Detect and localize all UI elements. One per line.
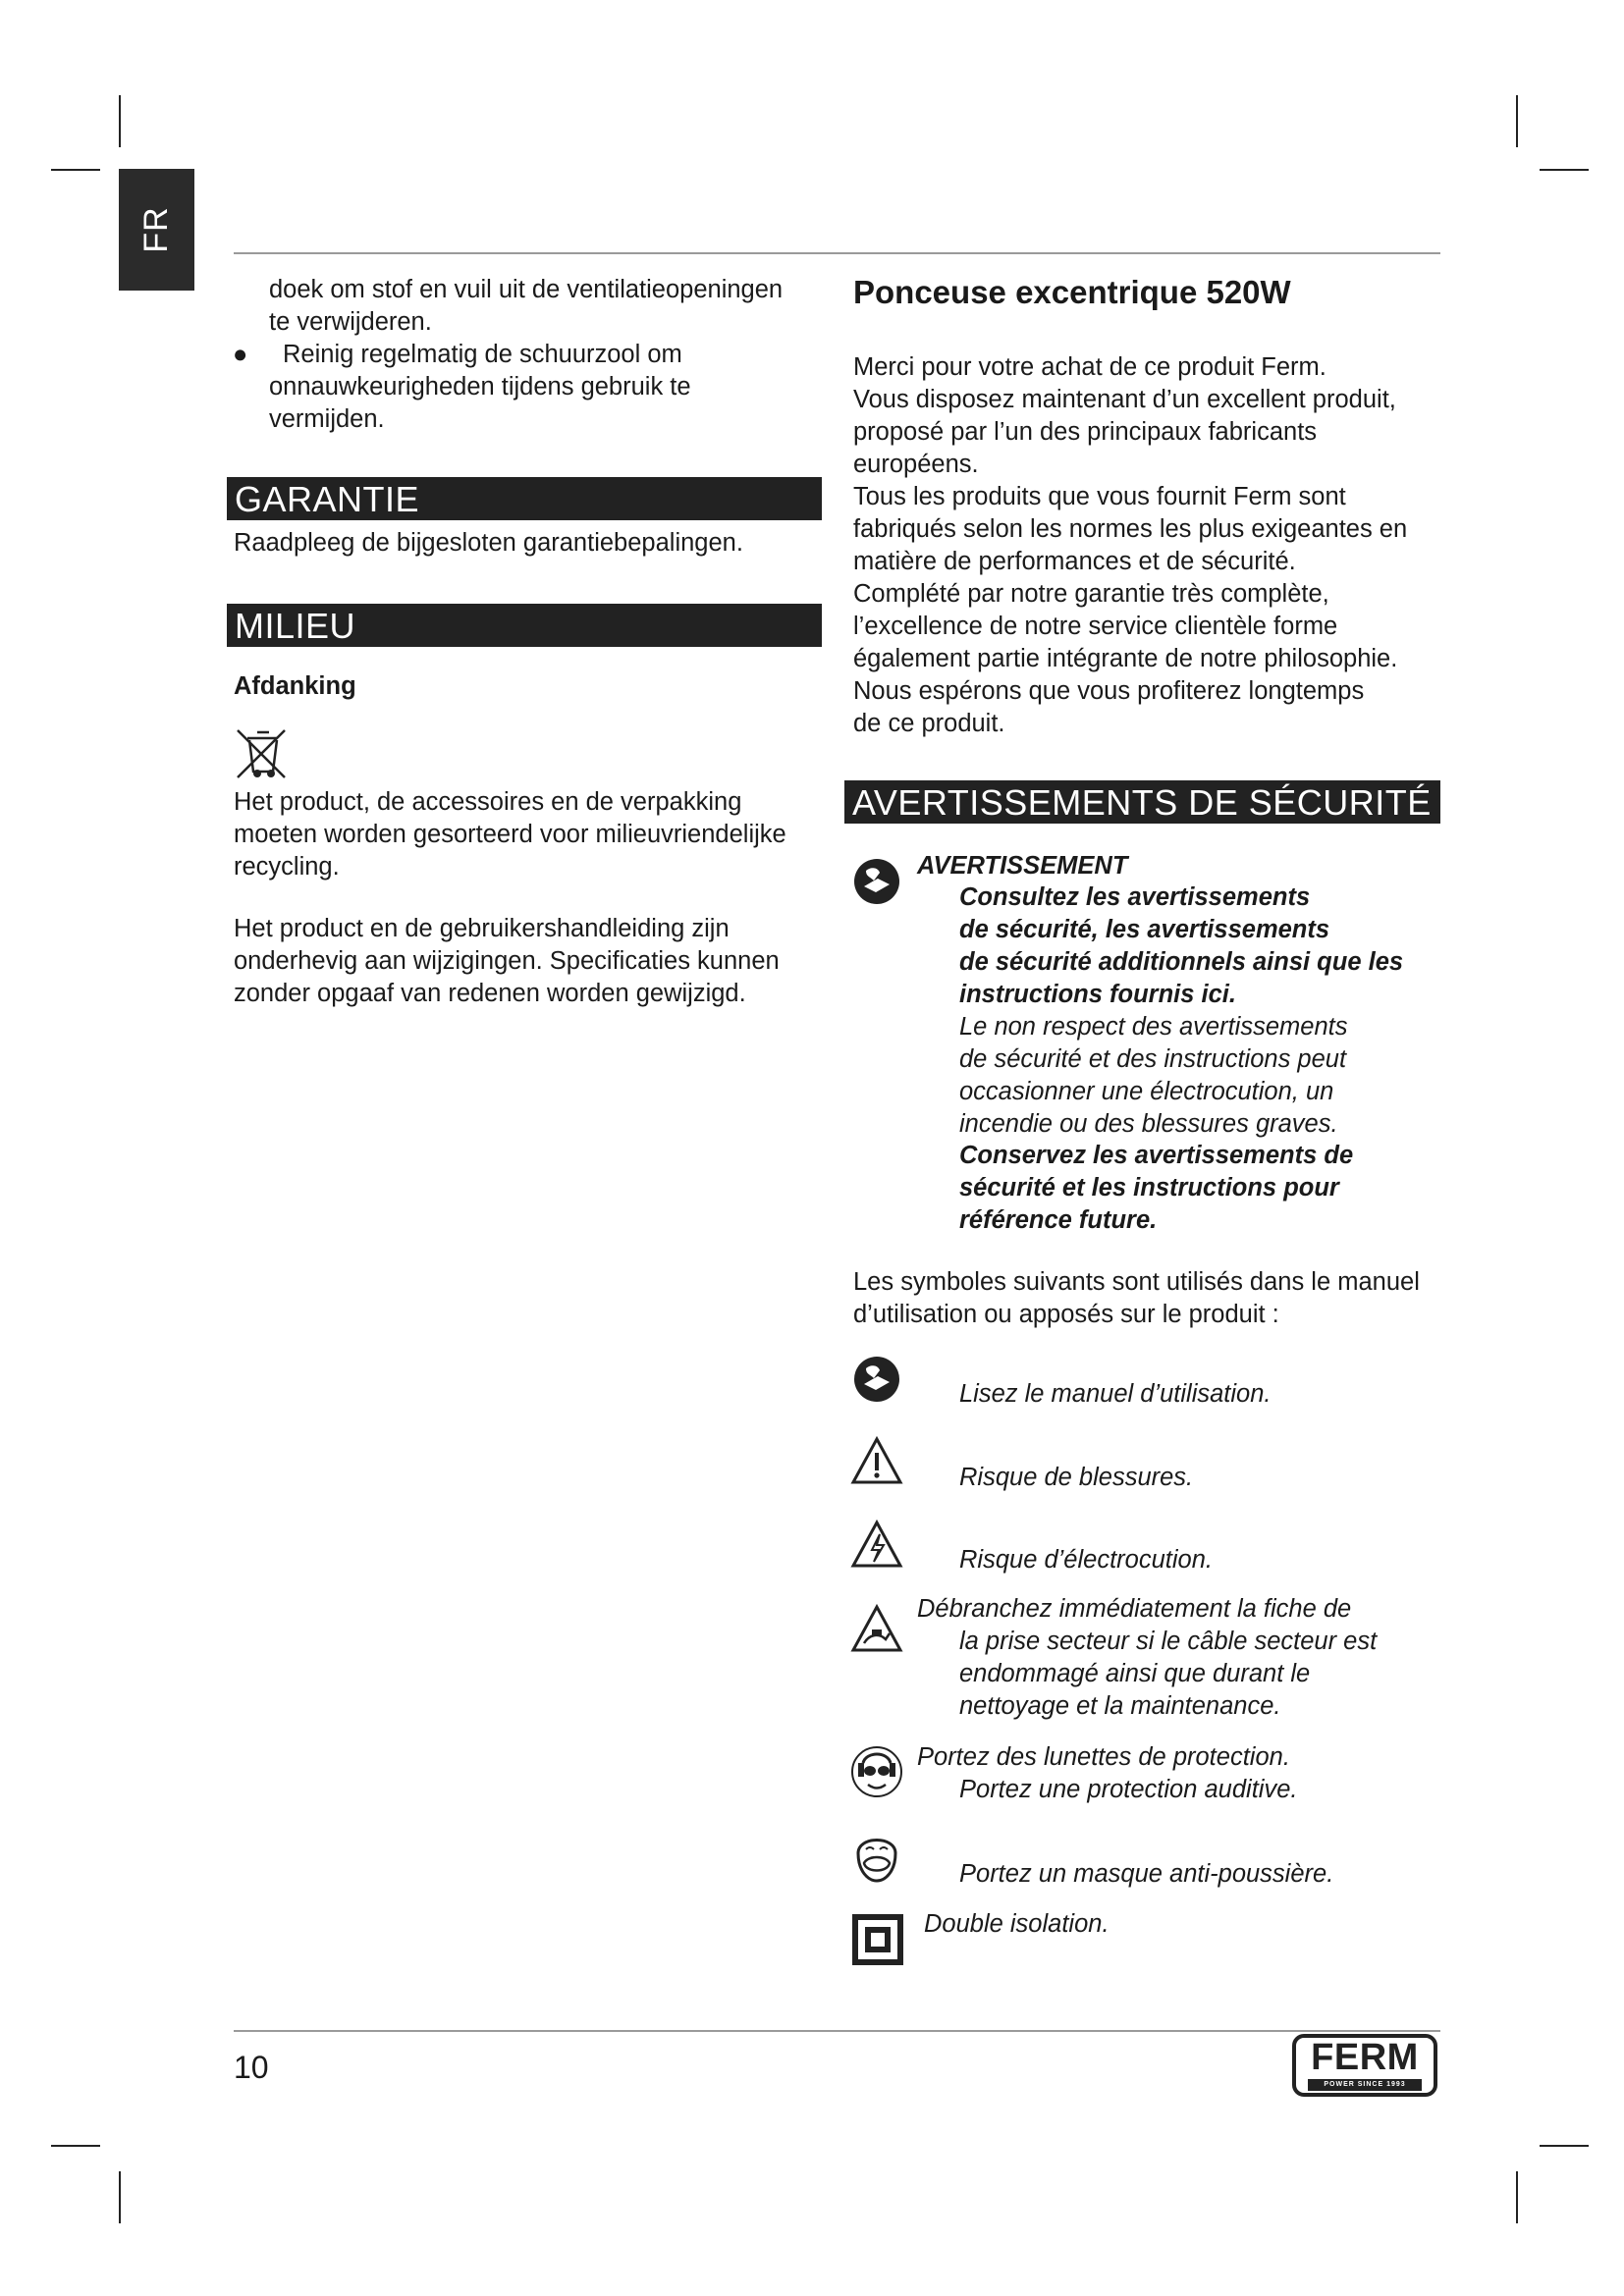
text-line: sécurité et les instructions pour: [959, 1174, 1339, 1201]
symbols-intro: [853, 1266, 1420, 1331]
text-line: occasionner une électrocution, un: [959, 1078, 1334, 1105]
afdanking-heading: Afdanking: [234, 672, 356, 700]
crop-mark: [51, 169, 100, 171]
text-line: Portez une protection auditive.: [959, 1776, 1298, 1803]
left-intro: [269, 274, 783, 339]
text-line: l’excellence de notre service clientèle forme: [853, 613, 1338, 640]
crop-mark: [119, 95, 121, 147]
text-line: doek om stof en vuil uit de ventilatieopeningen: [269, 276, 784, 303]
read-manual-icon: [852, 857, 901, 906]
text-line: Het product en de gebruikershandleiding zijn: [234, 915, 730, 942]
read-manual-icon: [852, 1355, 901, 1404]
language-tab: [119, 169, 194, 291]
text-line: onnauwkeurigheden tijdens gebruik te: [269, 373, 691, 400]
text-line: nettoyage et la maintenance.: [959, 1692, 1281, 1720]
text-line: proposé par l’un des principaux fabricants: [853, 418, 1318, 446]
crop-mark: [1516, 95, 1518, 147]
text-line: Tous les produits que vous fournit Ferm sont: [853, 483, 1346, 510]
text-line: européens.: [853, 451, 979, 478]
text-line: te verwijderen.: [269, 308, 432, 336]
text-line: Nous espérons que vous profiterez longtemps: [853, 677, 1365, 705]
right-intro: [853, 351, 1407, 740]
electric-shock-icon: [850, 1520, 903, 1569]
symbol-shock-text: Risque d’électrocution.: [959, 1546, 1213, 1574]
text-line: Portez des lunettes de protection.: [917, 1743, 1290, 1771]
ferm-logo-text: FERM: [1311, 2037, 1419, 2078]
symbol-manual-text: Lisez le manuel d’utilisation.: [959, 1380, 1272, 1408]
text-line: de sécurité et des instructions peut: [959, 1045, 1347, 1073]
garantie-text: Raadpleeg de bijgesloten garantiebepalingen.: [234, 529, 743, 557]
safety-glasses-icon: [850, 1745, 903, 1798]
text-line: endommagé ainsi que durant le: [959, 1660, 1311, 1687]
symbol-unplug-text: [917, 1593, 1377, 1723]
text-line: Het product, de accessoires en de verpakking: [234, 788, 742, 816]
text-line: référence future.: [959, 1206, 1158, 1234]
text-line: matière de performances et de sécurité.: [853, 548, 1296, 575]
text-line: fabriqués selon les normes les plus exigeantes en: [853, 515, 1408, 543]
bullet-item: [269, 339, 691, 436]
text-line: Vous disposez maintenant d’un excellent produit,: [853, 386, 1396, 413]
ferm-logo-tagline: POWER SINCE 1993: [1308, 2079, 1422, 2091]
milieu-paragraph-2: [234, 913, 780, 1010]
crop-mark: [1540, 169, 1589, 171]
text-line: Les symboles suivants sont utilisés dans le manuel: [853, 1268, 1420, 1296]
footer-rule: [234, 2030, 1440, 2032]
unplug-warning-icon: [850, 1604, 903, 1653]
text-line: de sécurité, les avertissements: [959, 916, 1330, 943]
text-line: zonder opgaaf van redenen worden gewijzigd.: [234, 980, 746, 1007]
text-line: Conservez les avertissements de: [959, 1142, 1354, 1169]
crop-mark: [51, 2145, 100, 2147]
warning-heading: AVERTISSEMENT: [917, 852, 1128, 880]
warning-italic: [959, 1011, 1347, 1141]
ferm-logo: [1292, 2034, 1437, 2097]
crop-mark: [119, 2171, 121, 2223]
text-line: vermijden.: [269, 405, 385, 433]
text-line: Reinig regelmatig de schuurzool om: [283, 341, 682, 368]
section-safety-title: AVERTISSEMENTS DE SÉCURITÉ: [844, 780, 1440, 824]
symbol-double-text: Double isolation.: [924, 1910, 1110, 1938]
dust-mask-icon: [850, 1830, 903, 1885]
product-title: Ponceuse excentrique 520W: [853, 274, 1291, 310]
warning-bold-2: [959, 1140, 1353, 1237]
text-line: instructions fournis ici.: [959, 981, 1236, 1008]
warning-triangle-icon: [850, 1436, 903, 1485]
section-garantie-title: GARANTIE: [227, 477, 822, 520]
symbol-injury-text: Risque de blessures.: [959, 1464, 1194, 1491]
text-line: Consultez les avertissements: [959, 883, 1311, 911]
text-line: de sécurité additionnels ainsi que les: [959, 948, 1404, 976]
text-line: Le non respect des avertissements: [959, 1013, 1348, 1041]
milieu-paragraph-1: [234, 786, 786, 883]
crop-mark: [1540, 2145, 1589, 2147]
header-rule: [234, 252, 1440, 254]
text-line: moeten worden gesorteerd voor milieuvriendelijke: [234, 821, 786, 848]
page-number: 10: [234, 2050, 269, 2085]
language-tab-label: FR: [137, 206, 175, 253]
warning-bold-1: [959, 881, 1403, 1011]
symbol-mask-text: Portez un masque anti-poussière.: [959, 1860, 1334, 1888]
text-line: onderhevig aan wijzigingen. Specificaties kunnen: [234, 947, 780, 975]
crossed-bin-icon: [232, 724, 291, 783]
text-line: de ce produit.: [853, 710, 1005, 737]
text-line: Complété par notre garantie très complète,: [853, 580, 1329, 608]
bullet-marker: ●: [233, 341, 248, 368]
symbol-glasses-text: [917, 1741, 1297, 1806]
text-line: Merci pour votre achat de ce produit Ferm.: [853, 353, 1326, 381]
text-line: Débranchez immédiatement la fiche de: [917, 1595, 1352, 1623]
text-line: incendie ou des blessures graves.: [959, 1110, 1338, 1138]
text-line: d’utilisation ou apposés sur le produit :: [853, 1301, 1279, 1328]
text-line: la prise secteur si le câble secteur est: [959, 1628, 1378, 1655]
section-milieu-title: MILIEU: [227, 604, 822, 647]
text-line: également partie intégrante de notre philosophie.: [853, 645, 1398, 672]
crop-mark: [1516, 2171, 1518, 2223]
text-line: recycling.: [234, 853, 340, 881]
double-insulation-icon: [852, 1914, 903, 1965]
